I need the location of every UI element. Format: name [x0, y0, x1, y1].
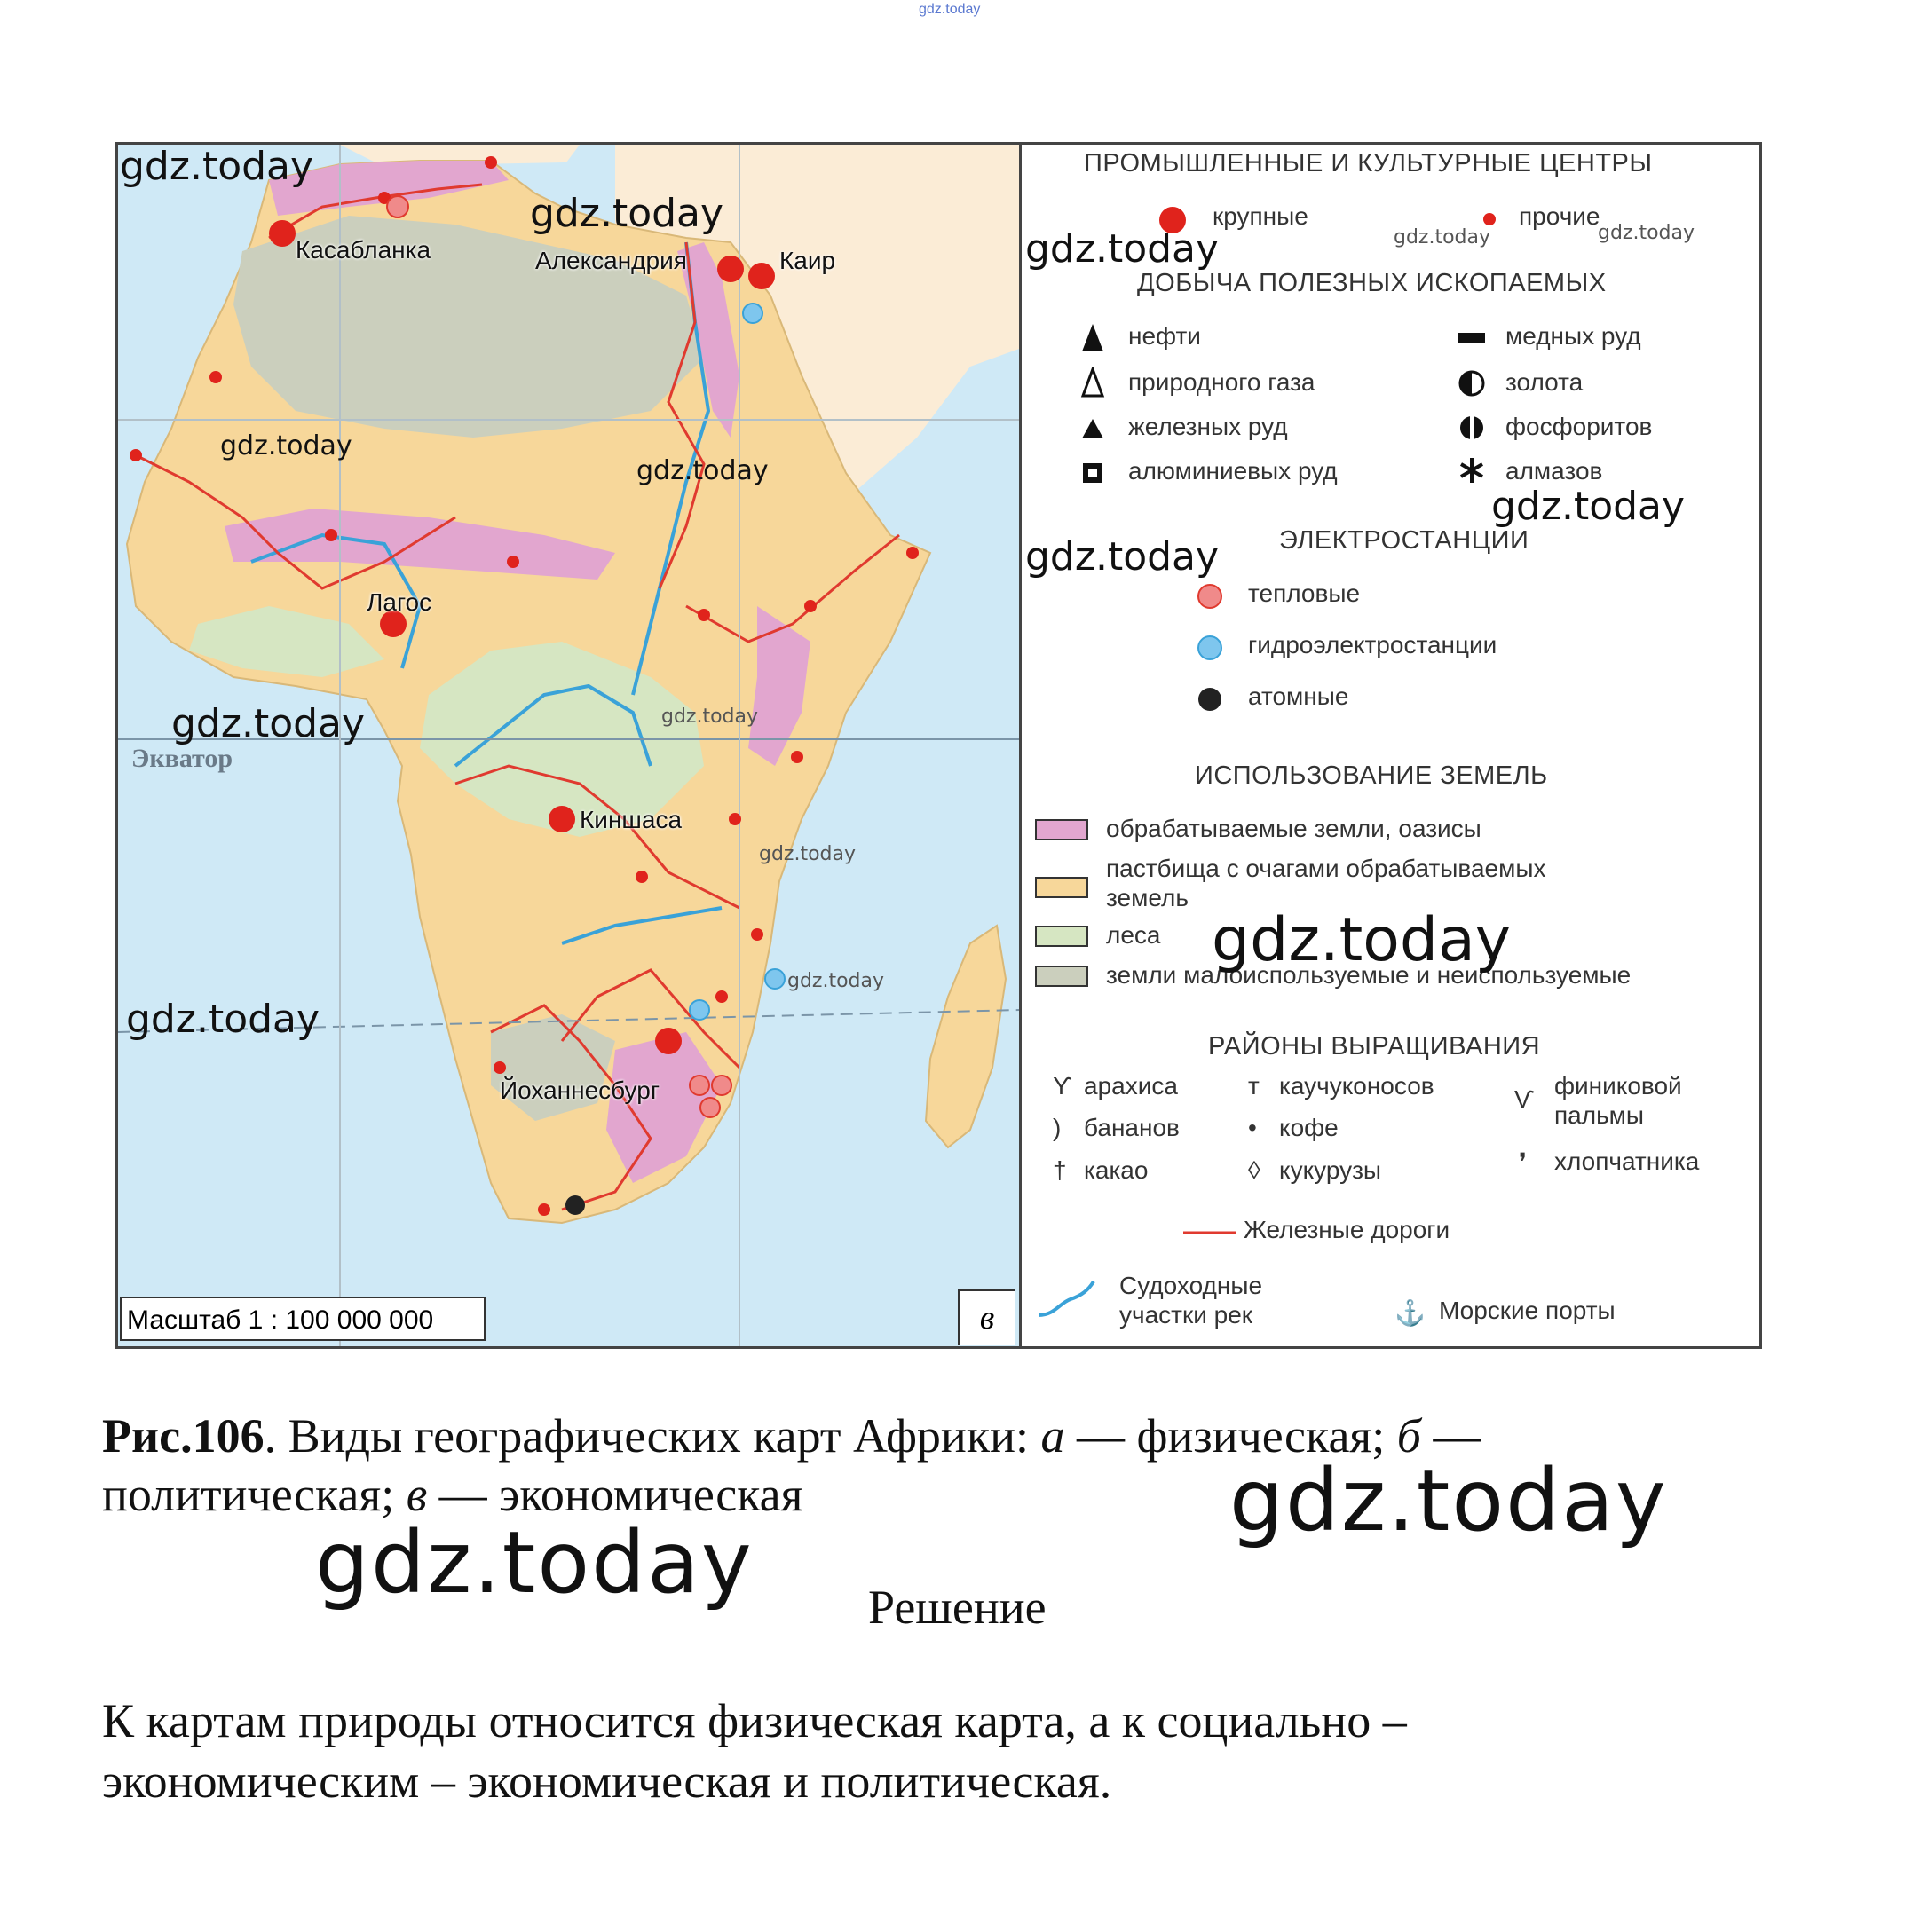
center-other-dot: [494, 1061, 506, 1074]
caption-letter-a: а: [1040, 1409, 1065, 1463]
center-other-dot: [729, 813, 741, 825]
center-other-dot: [906, 547, 919, 559]
city-label-johannesburg: Йоханнесбург: [500, 1076, 660, 1104]
legend-ports: Морские порты: [1439, 1297, 1616, 1324]
city-label-kinshasa: Киншаса: [580, 806, 683, 833]
city-label-cairo: Каир: [779, 247, 836, 274]
legend-heading-power: ЭЛЕКТРОСТАНЦИИ: [1279, 526, 1529, 555]
watermark: gdz.today: [661, 706, 759, 728]
legend-copper: медных руд: [1505, 322, 1641, 350]
center-other-dot: [804, 600, 817, 612]
city-cairo-dot: [748, 263, 775, 289]
watermark: gdz.today: [636, 455, 769, 486]
caption-text-2: — физическая;: [1064, 1409, 1397, 1463]
legend-date-palm-line1: финиковой: [1554, 1072, 1682, 1100]
watermark: gdz.today: [530, 191, 724, 236]
caption-text-4: политическая;: [102, 1468, 407, 1521]
legend-railways: Железные дороги: [1244, 1216, 1450, 1243]
watermark-large: gdz.today: [1229, 1451, 1668, 1550]
phosphorite-icon: [1457, 413, 1487, 443]
anchor-icon: ⚓: [1394, 1299, 1426, 1327]
map-legend: [1022, 145, 1762, 1346]
center-other-dot: [636, 871, 648, 883]
watermark: gdz.today: [120, 144, 314, 189]
thermal-station: [690, 1076, 709, 1095]
aluminium-ore-icon: [1079, 460, 1106, 486]
legend-date-palm-line2: пальмы: [1554, 1101, 1645, 1129]
city-label-lagos: Лагос: [367, 588, 432, 616]
legend-other-centers: прочие: [1519, 202, 1600, 230]
caption-letter-b: б: [1396, 1409, 1421, 1463]
center-other-dot: [751, 928, 763, 941]
city-label-alexandria: Александрия: [535, 247, 687, 274]
date-palm-icon: Ѵ: [1514, 1085, 1535, 1113]
caption-text-3: —: [1420, 1409, 1481, 1463]
legend-corn: кукурузы: [1279, 1156, 1382, 1184]
diamond-icon: [1457, 455, 1487, 485]
solution-heading: Решение: [868, 1581, 1047, 1634]
center-other-dot: [715, 990, 728, 1003]
corn-icon: ◊: [1248, 1156, 1260, 1184]
city-label-casablanca: Касабланка: [296, 236, 431, 264]
hydro-station: [743, 304, 762, 323]
legend-phosphorite: фосфоритов: [1505, 413, 1653, 440]
legend-aluminium: алюминиевых руд: [1128, 457, 1338, 485]
legend-peanut: арахиса: [1084, 1072, 1178, 1100]
nuclear-station-icon: [1195, 684, 1225, 714]
watermark: gdz.today: [759, 843, 857, 865]
watermark: gdz.today: [1025, 226, 1220, 272]
center-other-dot: [698, 609, 710, 621]
caption-text-5: — экономическая: [427, 1468, 803, 1521]
center-other-dot: [791, 751, 803, 763]
watermark: gdz.today: [1598, 222, 1695, 244]
legend-heading-crops: РАЙОНЫ ВЫРАЩИВАНИЯ: [1208, 1032, 1541, 1061]
answer-text: [102, 1691, 1735, 1811]
cocoa-icon: †: [1053, 1156, 1067, 1184]
copper-ore-icon: [1457, 327, 1487, 348]
legend-rivers-line1: Судоходные: [1119, 1272, 1263, 1299]
center-other-dot: [507, 556, 519, 568]
hydro-station: [765, 969, 785, 989]
legend-heading-centers: ПРОМЫШЛЕННЫЕ И КУЛЬТУРНЫЕ ЦЕНТРЫ: [1084, 149, 1653, 177]
watermark: gdz.today: [787, 970, 885, 992]
railway-icon: [1181, 1227, 1238, 1238]
oil-icon: [1079, 322, 1106, 354]
legend-pasture-line1: пастбища с очагами обрабатываемых: [1106, 855, 1546, 882]
legend-unused: земли малоиспользуемые и неиспользуемые: [1106, 961, 1632, 989]
city-johannesburg-dot: [655, 1028, 682, 1054]
center-other-dot: [130, 449, 142, 461]
figure-number: Рис.106: [102, 1409, 265, 1463]
caption-text-1: . Виды географических карт Африки:: [264, 1409, 1041, 1463]
thermal-station: [387, 196, 408, 217]
peanut-icon: ϒ: [1053, 1072, 1072, 1100]
banana-icon: ): [1053, 1114, 1062, 1141]
cotton-icon: ❜: [1519, 1148, 1528, 1176]
legend-diamonds: алмазов: [1505, 457, 1603, 485]
legend-iron: железных руд: [1128, 413, 1288, 440]
center-other-dot: [209, 371, 222, 383]
watermark: gdz.today: [1394, 226, 1491, 248]
answer-line-2: экономическим – экономическая и политическая.: [102, 1755, 1112, 1808]
nuclear-station: [565, 1195, 585, 1215]
cultivated-swatch: [1035, 819, 1088, 840]
watermark: gdz.today: [1025, 534, 1220, 580]
legend-forest: леса: [1106, 921, 1161, 949]
map-scale: Масштаб 1 : 100 000 000: [120, 1297, 486, 1341]
watermark: gdz.today: [1212, 905, 1511, 975]
legend-rivers-line2: участки рек: [1119, 1301, 1253, 1329]
legend-nuclear: атомные: [1248, 682, 1349, 710]
navigable-river-icon: [1035, 1276, 1097, 1321]
legend-rubber: каучуконосов: [1279, 1072, 1434, 1100]
watermark: gdz.today: [171, 701, 366, 746]
rubber-icon: т: [1248, 1072, 1260, 1100]
coffee-icon: •: [1248, 1114, 1257, 1141]
center-other-dot: [538, 1203, 550, 1216]
forest-swatch: [1035, 926, 1088, 947]
center-other-dot: [485, 156, 497, 169]
legend-hydro: гидроэлектростанции: [1248, 631, 1497, 658]
legend-cotton: хлопчатника: [1554, 1147, 1700, 1175]
center-other-dot: [325, 529, 337, 541]
watermark: gdz.today: [126, 997, 320, 1042]
unused-swatch: [1035, 966, 1088, 987]
city-kinshasa-dot: [549, 806, 575, 832]
pasture-swatch: [1035, 877, 1088, 898]
hydro-station: [690, 1000, 709, 1020]
gold-icon: [1457, 368, 1487, 398]
caption-letter-v: в: [406, 1468, 428, 1521]
legend-banana: бананов: [1084, 1114, 1180, 1141]
legend-pasture-line2: земель: [1106, 884, 1189, 911]
legend-heading-mining: ДОБЫЧА ПОЛЕЗНЫХ ИСКОПАЕМЫХ: [1137, 269, 1607, 297]
iron-ore-icon: [1079, 415, 1106, 442]
legend-coffee: кофе: [1279, 1114, 1339, 1141]
legend-gold: золота: [1505, 368, 1584, 396]
watermark: gdz.today: [220, 430, 352, 461]
city-casablanca-dot: [269, 220, 296, 247]
answer-line-1: К картам природы относится физическая карта, а к социально –: [102, 1694, 1407, 1747]
hydro-station-icon: [1195, 633, 1225, 663]
legend-gas: природного газа: [1128, 368, 1315, 396]
legend-large-centers: крупные: [1213, 202, 1308, 230]
thermal-station: [700, 1098, 720, 1117]
legend-oil: нефти: [1128, 322, 1201, 350]
thermal-station: [712, 1076, 731, 1095]
thermal-station-icon: [1195, 581, 1225, 611]
equator-label: Экватор: [131, 744, 233, 773]
map-letter: в: [958, 1289, 1015, 1345]
legend-cocoa: какао: [1084, 1156, 1149, 1184]
site-watermark-top: gdz.today: [919, 2, 981, 17]
legend-thermal: тепловые: [1248, 580, 1361, 607]
legend-cultivated: обрабатываемые земли, оазисы: [1106, 815, 1481, 842]
watermark-large: gdz.today: [315, 1513, 754, 1613]
city-alexandria-dot: [717, 256, 744, 282]
gas-icon: [1079, 367, 1106, 398]
legend-heading-land: ИСПОЛЬЗОВАНИЕ ЗЕМЕЛЬ: [1195, 761, 1548, 790]
watermark: gdz.today: [1491, 484, 1686, 529]
